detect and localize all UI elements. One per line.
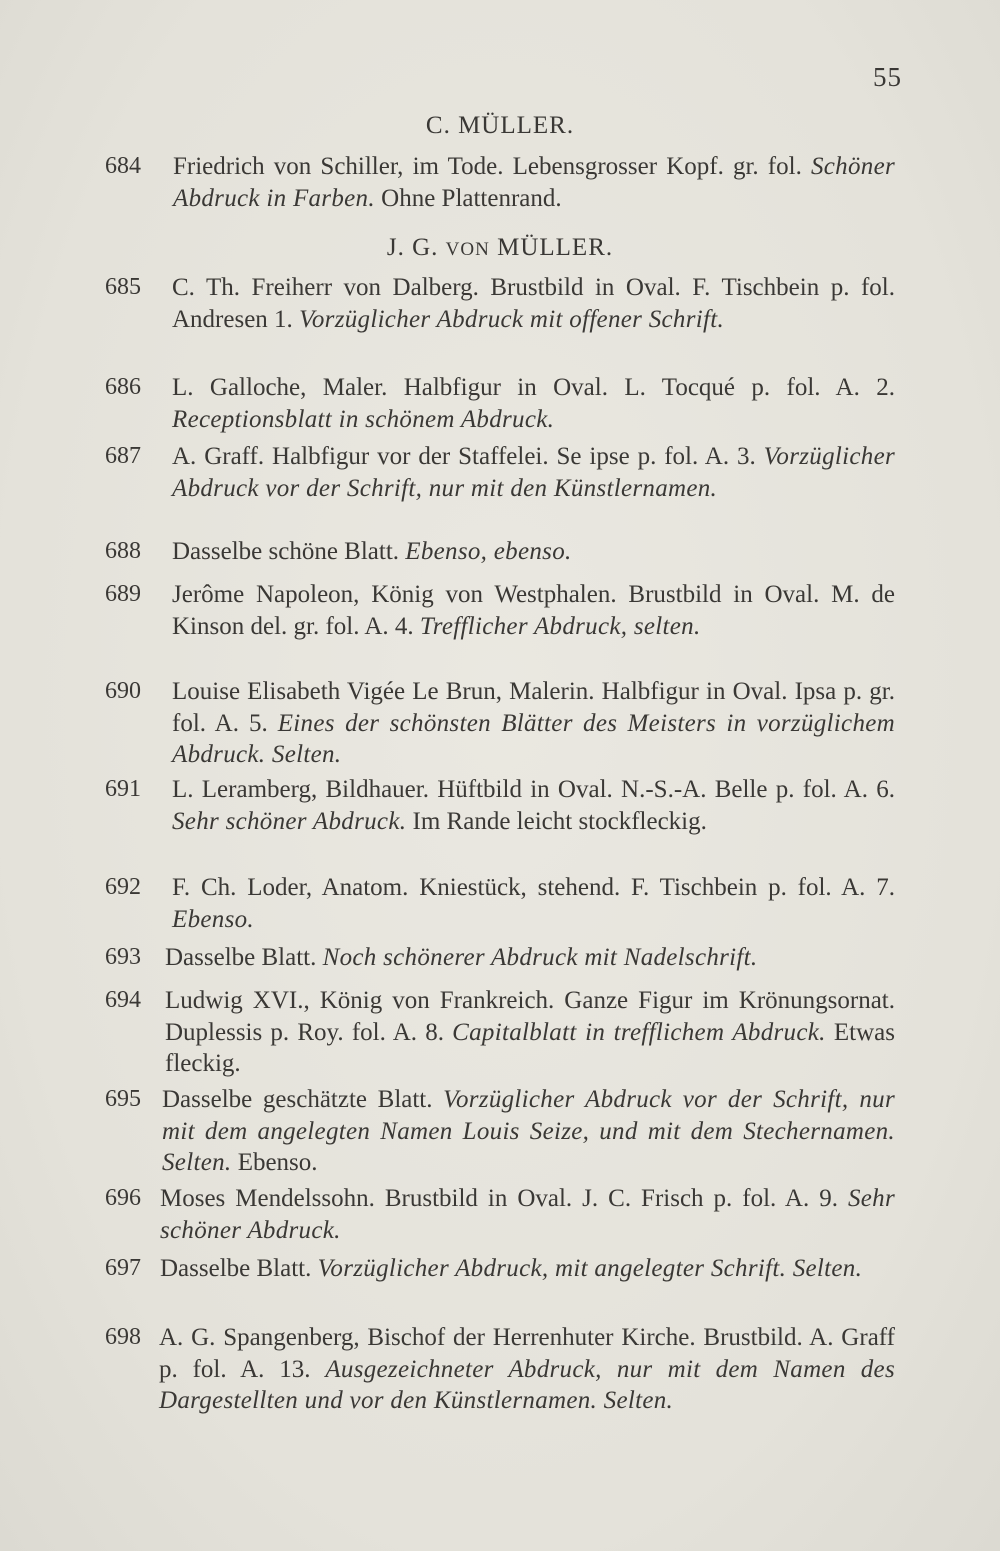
entry-note: Ausgezeichneter Abdruck, nur mit dem Namen des Dargestellten und vor den Künstlernamen. Selten. <box>159 1355 895 1414</box>
entry-text: A. Graff. Halbfigur vor der Staffelei. Se ipse p. fol. A. 3. <box>172 443 764 470</box>
entry-text: Dasselbe geschätzte Blatt. <box>162 1086 444 1113</box>
heading-part: MÜLLER. <box>489 234 614 261</box>
entry-text: L. Galloche, Maler. Halbfigur in Oval. L. Tocqué p. fol. A. 2. <box>172 374 895 401</box>
catalog-entry-696 <box>105 1183 895 1246</box>
catalog-entry-685 <box>105 272 895 335</box>
entry-note: Vorzüglicher Abdruck, mit angelegter Schrift. Selten. <box>317 1255 863 1282</box>
entry-number: 688 <box>105 538 141 564</box>
entry-note: Vorzüglicher Abdruck vor der Schrift, nur mit den Künstlernamen. <box>172 443 895 502</box>
heading-smallcaps: VON <box>445 239 490 260</box>
catalog-entry-693 <box>105 942 895 974</box>
entry-text: Ludwig XVI., König von Frankreich. Ganze Figur im Krönungsornat. Duplessis p. Roy. fol. A. 8. <box>165 987 895 1046</box>
entry-number: 698 <box>105 1324 141 1350</box>
entry-text: L. Leramberg, Bildhauer. Hüftbild in Oval. N.-S.-A. Belle p. fol. A. 6. <box>172 776 895 803</box>
entry-note: Sehr schöner Abdruck. <box>172 807 407 835</box>
entry-text: F. Ch. Loder, Anatom. Kniestück, stehend. F. Tischbein p. fol. A. 7. <box>172 874 895 901</box>
entry-remark: Ohne Plattenrand. <box>374 184 562 212</box>
entry-number: 694 <box>105 987 141 1013</box>
catalog-entry-686 <box>105 372 895 435</box>
entry-note: Receptionsblatt in schönem Abdruck. <box>172 405 555 433</box>
catalog-entry-698 <box>105 1322 895 1417</box>
entry-remark: Im Rande leicht stockfleckig. <box>406 807 707 835</box>
entry-text: Dasselbe Blatt. <box>160 1255 318 1282</box>
catalog-entry-692 <box>105 872 895 935</box>
catalog-entry-687 <box>105 441 895 504</box>
entry-note: Noch schönerer Abdruck mit Nadelschrift. <box>322 944 758 971</box>
heading-c-mueller: C. MÜLLER. <box>425 112 575 139</box>
entry-number: 696 <box>105 1185 141 1211</box>
entry-number: 687 <box>105 443 141 469</box>
entry-note: Vorzüglicher Abdruck vor der Schrift, nur mit dem angelegten Namen Louis Seize, und mit dem Stechernamen. Selten. <box>162 1086 895 1176</box>
entry-note: Ebenso. <box>172 905 254 933</box>
catalog-entry-688 <box>105 536 895 568</box>
entry-note: Schöner Abdruck in Farben. <box>173 153 895 212</box>
catalog-entry-689 <box>105 579 895 642</box>
entry-remark: Ebenso. <box>231 1149 318 1176</box>
entry-number: 686 <box>105 374 141 400</box>
entry-number: 689 <box>105 581 141 607</box>
catalog-entry-691 <box>105 774 895 837</box>
entry-number: 690 <box>105 678 141 704</box>
heading-part: J. G. <box>386 234 446 261</box>
entry-number: 684 <box>105 153 141 179</box>
catalog-entry-697 <box>105 1253 895 1285</box>
entry-number: 692 <box>105 874 141 900</box>
entry-text: A. G. Spangenberg, Bischof der Herrenhuter Kirche. Brustbild. A. Graff p. fol. A. 13. <box>159 1324 895 1383</box>
entry-text: Friedrich von Schiller, im Tode. Lebensgrosser Kopf. gr. fol. <box>173 153 811 180</box>
entry-text: C. Th. Freiherr von Dalberg. Brustbild in Oval. F. Tischbein p. fol. Andresen 1. <box>172 274 895 333</box>
entry-note: Sehr schöner Abdruck. <box>160 1185 895 1244</box>
entry-text: Moses Mendelssohn. Brustbild in Oval. J. C. Frisch p. fol. A. 9. <box>160 1185 848 1212</box>
catalog-entry-694 <box>105 985 895 1080</box>
entry-note: Trefflicher Abdruck, selten. <box>419 612 701 640</box>
entry-number: 685 <box>105 274 141 300</box>
entry-note: Eines der schönsten Blätter des Meisters in vorzüglichem Abdruck. Selten. <box>172 709 895 768</box>
entry-note: Ebenso, ebenso. <box>405 538 572 565</box>
entry-number: 695 <box>105 1086 141 1112</box>
entry-note: Capitalblatt in trefflichem Abdruck. <box>452 1018 826 1046</box>
page-number: 55 <box>873 62 902 92</box>
entry-text: Jerôme Napoleon, König von Westphalen. Brustbild in Oval. M. de Kinson del. gr. fol. A. 4. <box>172 581 895 640</box>
entry-text: Dasselbe Blatt. <box>165 944 323 971</box>
entry-note: Vorzüglicher Abdruck mit offener Schrift. <box>299 305 725 333</box>
heading-jg-von-mueller <box>0 234 1000 262</box>
entry-remark: Etwas fleckig. <box>165 1018 895 1077</box>
entry-text: Louise Elisabeth Vigée Le Brun, Malerin. Halbfigur in Oval. Ipsa p. gr. fol. A. 5. <box>172 678 895 737</box>
catalog-entry-690 <box>105 676 895 771</box>
catalog-entry-695 <box>105 1084 895 1179</box>
entry-text: Dasselbe schöne Blatt. <box>172 538 406 565</box>
entry-number: 697 <box>105 1255 141 1281</box>
entry-number: 693 <box>105 944 141 970</box>
catalog-entry-684 <box>105 151 895 214</box>
entry-number: 691 <box>105 776 141 802</box>
